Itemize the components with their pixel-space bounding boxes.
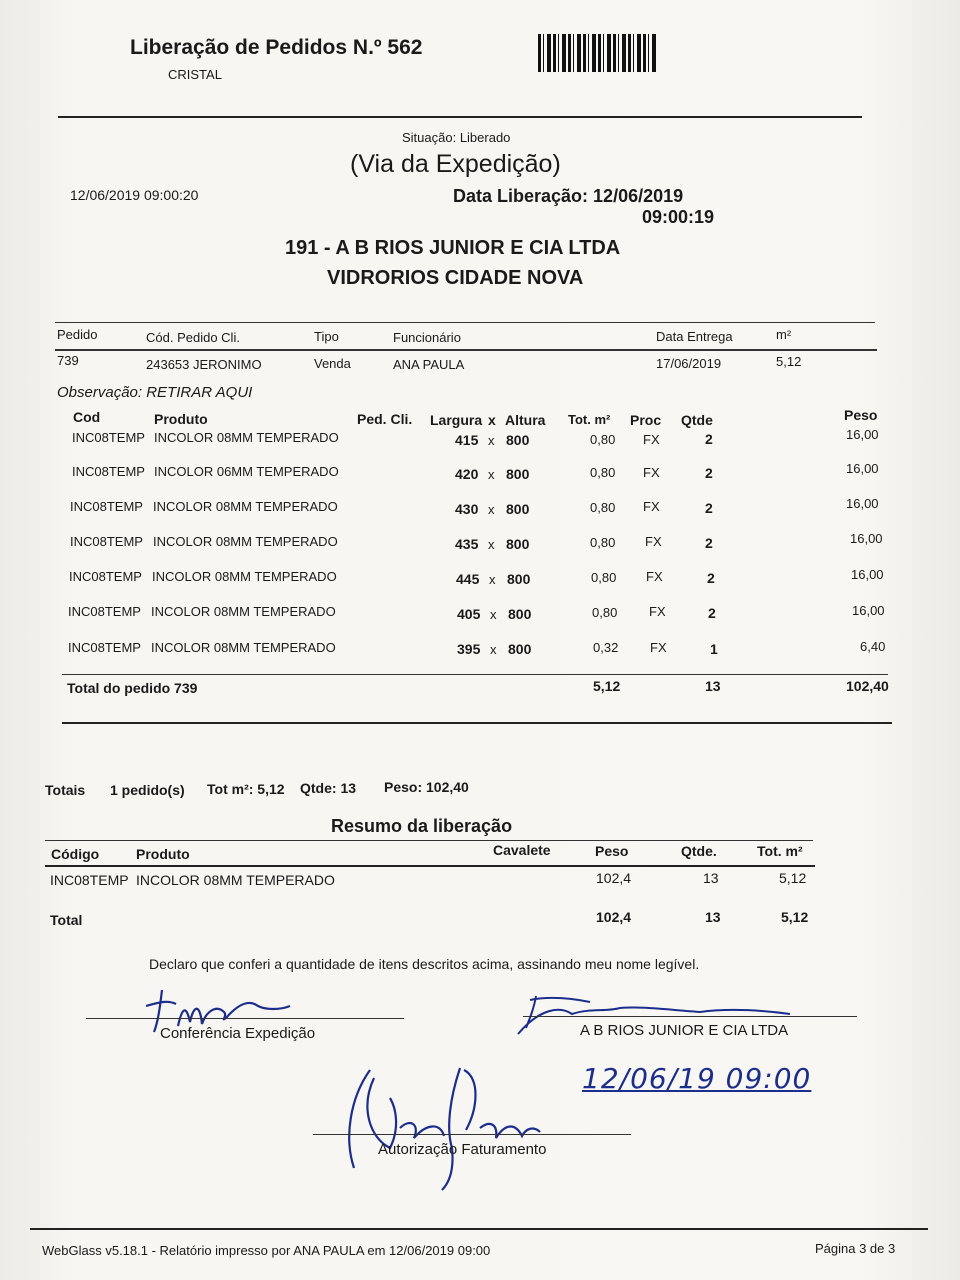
item-produto: INCOLOR 08MM TEMPERADO [153,499,338,514]
item-x: x [490,607,497,622]
item-tot: 0,80 [592,605,618,620]
item-x: x [488,467,495,482]
col-header-m2: m² [776,327,792,342]
item-x: x [490,642,497,657]
order-total-peso: 102,40 [846,678,889,694]
totals-label: Totais [45,782,86,798]
release-time: 09:00:19 [642,207,715,227]
summary-title: Resumo da liberação [331,816,513,836]
item-cod: INC08TEMP [70,499,143,514]
item-cod: INC08TEMP [72,464,145,479]
page-number: Página 3 de 3 [815,1241,896,1256]
item-qtde: 2 [705,431,713,447]
summary-peso: 102,4 [596,870,632,886]
item-peso: 6,40 [860,639,886,654]
col-header-produto: Produto [154,411,208,427]
item-proc: FX [643,432,660,447]
item-largura: 430 [455,501,479,517]
item-peso: 16,00 [846,427,879,442]
item-produto: INCOLOR 08MM TEMPERADO [154,430,339,445]
divider [30,1228,928,1230]
pedido-m2: 5,12 [776,354,802,369]
item-proc: FX [646,569,663,584]
totals-peso: Peso: 102,40 [384,779,469,795]
signature-autorizacao-image [330,1058,550,1194]
summary-produto: INCOLOR 08MM TEMPERADO [136,872,335,888]
item-largura: 395 [457,641,481,657]
item-largura: 435 [455,536,479,552]
summary-col-tot: Tot. m² [757,843,803,859]
summary-col-qtde: Qtde. [681,843,717,859]
col-header-cod-pedido: Cód. Pedido Cli. [146,330,240,345]
item-tot: 0,32 [593,640,619,655]
barcode-image [538,34,658,72]
col-header-tipo: Tipo [314,329,339,344]
totals-pedidos: 1 pedido(s) [110,782,185,798]
totals-m2: Tot m²: 5,12 [207,781,285,797]
divider [62,674,888,675]
item-altura: 800 [508,606,532,622]
summary-codigo: INC08TEMP [50,872,129,888]
client-name: 191 - A B RIOS JUNIOR E CIA LTDA [285,237,621,259]
release-date: Data Liberação: 12/06/2019 [453,186,684,206]
pedido-number: 739 [57,353,79,368]
print-timestamp: 12/06/2019 09:00:20 [70,187,199,203]
divider [45,865,815,867]
item-qtde: 2 [705,535,713,551]
item-proc: FX [645,534,662,549]
divider [62,722,892,724]
item-proc: FX [650,640,667,655]
item-produto: INCOLOR 08MM TEMPERADO [153,534,338,549]
item-x: x [488,433,495,448]
order-total-qtde: 13 [705,678,721,694]
item-tot: 0,80 [590,432,616,447]
summary-total-peso: 102,4 [596,909,632,925]
item-tot: 0,80 [590,465,616,480]
item-altura: 800 [507,571,531,587]
divider [55,349,877,351]
summary-col-codigo: Código [51,846,100,862]
summary-col-produto: Produto [136,846,190,862]
cliente-label: A B RIOS JUNIOR E CIA LTDA [580,1022,789,1039]
handwritten-date: 12/06/19 09:00 [582,1062,812,1095]
signature-line [523,1016,857,1017]
item-largura: 415 [455,432,479,448]
col-header-x: x [488,412,496,428]
summary-total-label: Total [50,912,83,928]
col-header-cod: Cod [73,409,101,425]
item-peso: 16,00 [850,531,883,546]
item-largura: 445 [456,571,480,587]
item-tot: 0,80 [590,535,616,550]
col-header-ped-cli: Ped. Cli. [357,411,413,427]
item-altura: 800 [506,466,530,482]
observation-text: Observação: RETIRAR AQUI [57,384,253,401]
item-peso: 16,00 [851,567,884,582]
order-total-label: Total do pedido 739 [67,680,198,696]
item-produto: INCOLOR 06MM TEMPERADO [154,464,339,479]
totals-qtde: Qtde: 13 [300,780,357,796]
summary-total-qtde: 13 [705,909,721,925]
col-header-funcionario: Funcionário [393,330,461,345]
summary-tot: 5,12 [779,870,807,886]
pedido-tipo: Venda [314,356,351,371]
divider [55,322,875,323]
pedido-data-entrega: 17/06/2019 [656,356,722,371]
col-header-qtde: Qtde [681,412,713,428]
declaration-text: Declaro que conferi a quantidade de itens descritos acima, assinando meu nome legível. [149,956,700,972]
item-cod: INC08TEMP [70,534,143,549]
status-text: Situação: Liberado [402,130,511,145]
item-cod: INC08TEMP [68,604,141,619]
item-x: x [489,572,496,587]
item-x: x [488,537,495,552]
item-cod: INC08TEMP [72,430,145,445]
footer-text: WebGlass v5.18.1 - Relatório impresso por ANA PAULA em 12/06/2019 09:00 [42,1243,491,1258]
col-header-altura: Altura [505,412,546,428]
item-proc: FX [649,604,666,619]
item-peso: 16,00 [846,461,879,476]
item-qtde: 1 [710,641,718,657]
summary-col-peso: Peso [595,843,629,859]
item-proc: FX [643,499,660,514]
item-altura: 800 [506,432,530,448]
item-proc: FX [643,465,660,480]
col-header-largura: Largura [430,412,483,428]
item-tot: 0,80 [591,570,617,585]
conferencia-label: Conferência Expedição [160,1025,316,1042]
divider [58,116,862,118]
item-qtde: 2 [705,500,713,516]
signature-line [86,1018,404,1019]
summary-total-tot: 5,12 [781,909,809,925]
col-header-proc: Proc [630,412,662,428]
via-title: (Via da Expedição) [350,150,561,178]
item-qtde: 2 [708,605,716,621]
item-tot: 0,80 [590,500,616,515]
item-x: x [488,502,495,517]
item-cod: INC08TEMP [69,569,142,584]
item-altura: 800 [508,641,532,657]
item-produto: INCOLOR 08MM TEMPERADO [151,604,336,619]
item-altura: 800 [506,501,530,517]
autorizacao-label: Autorização Faturamento [378,1141,547,1158]
col-header-peso: Peso [844,407,878,423]
summary-qtde: 13 [703,870,719,886]
item-qtde: 2 [705,465,713,481]
pedido-funcionario: ANA PAULA [393,357,465,372]
item-peso: 16,00 [852,603,885,618]
signature-line [313,1134,631,1135]
col-header-pedido: Pedido [57,327,98,342]
item-peso: 16,00 [846,496,879,511]
item-altura: 800 [506,536,530,552]
item-largura: 405 [457,606,481,622]
item-produto: INCOLOR 08MM TEMPERADO [152,569,337,584]
col-header-tot-m2: Tot. m² [568,412,611,427]
summary-col-cavalete: Cavalete [493,842,551,858]
item-largura: 420 [455,466,479,482]
divider [45,840,813,841]
pedido-cod: 243653 JERONIMO [146,357,262,372]
item-qtde: 2 [707,570,715,586]
document-title: Liberação de Pedidos N.º 562 [130,36,423,59]
item-produto: INCOLOR 08MM TEMPERADO [151,640,336,655]
order-total-m2: 5,12 [593,678,621,694]
client-store: VIDRORIOS CIDADE NOVA [327,267,584,289]
company-name: CRISTAL [168,67,222,82]
item-cod: INC08TEMP [68,640,141,655]
col-header-data-entrega: Data Entrega [656,329,733,344]
